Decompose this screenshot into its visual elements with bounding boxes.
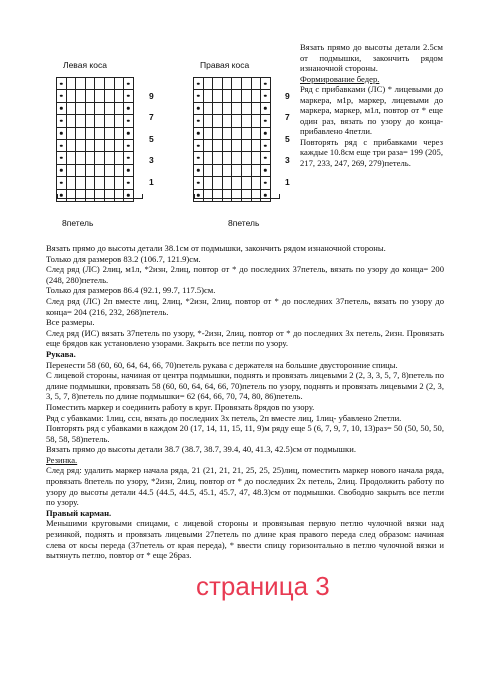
chart-cell <box>222 152 232 164</box>
chart-cell <box>124 139 134 151</box>
chart-row <box>194 177 271 189</box>
chart-cell <box>114 127 124 139</box>
chart-cell <box>213 102 223 114</box>
chart-cell <box>194 139 204 151</box>
row-number: 9 <box>285 91 290 101</box>
chart-cell <box>261 78 271 90</box>
chart-cell <box>251 177 261 189</box>
row-number: 9 <box>149 91 154 101</box>
chart-cell <box>76 152 86 164</box>
left-cable-chart <box>56 77 134 202</box>
chart-row <box>194 102 271 114</box>
chart-cell <box>104 177 114 189</box>
paragraph: Только для размеров 86.4 (92.1, 99.7, 117.5)см. <box>46 285 216 296</box>
chart-cell <box>222 177 232 189</box>
chart-cell <box>76 90 86 102</box>
chart-row <box>194 139 271 151</box>
chart-cell <box>232 90 242 102</box>
chart-cell <box>203 139 213 151</box>
chart-cell <box>85 164 95 176</box>
chart-cell <box>76 78 86 90</box>
chart-cell <box>95 78 105 90</box>
chart-cell <box>76 164 86 176</box>
paragraph: Ряд с убавками: 1лиц, ссн, вязать до последних 3х петель, 2п вместе лиц, 1лиц- убавлено 2петли. <box>46 412 402 423</box>
chart-cell <box>213 152 223 164</box>
chart-cell <box>57 164 67 176</box>
chart-cell <box>104 152 114 164</box>
chart-cell <box>232 164 242 176</box>
paragraph: Поместить маркер и соединить работу в круг. Провязать 8рядов по узору. <box>46 401 315 412</box>
chart-cell <box>104 115 114 127</box>
chart-row <box>57 78 134 90</box>
paragraph: След ряд (ЛС) 2лиц, м1л, *2изн, 2лиц, повтор от * до последних 37петель, вязать по узору до конца= 200 (248, 280)петель. <box>46 264 444 285</box>
chart-cell <box>261 90 271 102</box>
chart-row <box>194 115 271 127</box>
left-chart-title: Левая коса <box>63 60 107 70</box>
chart-cell <box>114 115 124 127</box>
chart-cell <box>104 139 114 151</box>
chart-cell <box>194 164 204 176</box>
chart-cell <box>114 102 124 114</box>
chart-cell <box>203 78 213 90</box>
chart-cell <box>251 152 261 164</box>
chart-cell <box>232 115 242 127</box>
chart-cell <box>57 102 67 114</box>
paragraph: След ряд (ЛС) 2п вместе лиц, 2лиц, *2изн, 2лиц, повтор от * до последних 37петель, вязать по узору до конца= 204 (216, 232, 268)петель. <box>46 295 444 317</box>
paragraph: Вязать прямо до высоты детали 2.5см от подмышки, закончить рядом изнаночной стороны. <box>300 42 443 73</box>
chart-cell <box>124 127 134 139</box>
chart-row <box>57 164 134 176</box>
chart-cell <box>241 139 251 151</box>
chart-cell <box>95 127 105 139</box>
chart-cell <box>251 102 261 114</box>
chart-cell <box>66 164 76 176</box>
chart-cell <box>124 78 134 90</box>
paragraph: Меньшими круговыми спицами, с лицевой стороны и провязывая первую петлю чулочной вязки над резинкой, поднять и провязать лицевыми 27петель по длине края правого переда след образом: начиная слева от косы переда (37петель от края переда), * ввести спицу горизонтально в петлю чулочной вязки и вытянуть петлю, повтор от * еще 26раз. <box>46 518 444 561</box>
chart-cell <box>241 164 251 176</box>
chart-row <box>57 115 134 127</box>
row-number: 3 <box>149 155 154 165</box>
chart-cell <box>85 177 95 189</box>
chart-cell <box>124 164 134 176</box>
chart-cell <box>124 177 134 189</box>
chart-row <box>194 164 271 176</box>
chart-cell <box>76 127 86 139</box>
chart-cell <box>124 90 134 102</box>
chart-cell <box>194 78 204 90</box>
paragraph: След ряд: удалить маркер начала ряда, 21 (21, 21, 21, 25, 25, 25)лиц, поместить маркер нового начала ряда, провязать 8петель по узору, *2изн, 2лиц, повтор от * до последних 2х петель, 2лиц. Продолжить работу по узору до высоты детали 44.5 (44.5, 44.5, 45.1, 45.7, 47, 48.3)см от подмышки. Свободно закрыть все петли по узору. <box>46 465 444 508</box>
chart-cell <box>95 90 105 102</box>
chart-cell <box>241 152 251 164</box>
chart-cell <box>76 102 86 114</box>
chart-cell <box>232 139 242 151</box>
chart-cell <box>222 78 232 90</box>
chart-cell <box>261 127 271 139</box>
chart-cell <box>124 115 134 127</box>
chart-cell <box>232 127 242 139</box>
chart-cell <box>57 78 67 90</box>
chart-cell <box>104 164 114 176</box>
chart-cell <box>85 139 95 151</box>
chart-cell <box>241 78 251 90</box>
chart-cell <box>66 90 76 102</box>
row-number: 5 <box>285 134 290 144</box>
chart-row <box>57 177 134 189</box>
right-chart-stitch-bracket <box>194 194 280 199</box>
chart-cell <box>66 152 76 164</box>
chart-cell <box>104 127 114 139</box>
chart-cell <box>114 139 124 151</box>
chart-cell <box>57 177 67 189</box>
chart-cell <box>241 115 251 127</box>
chart-cell <box>213 139 223 151</box>
paragraph: С лицевой стороны, начиная от центра подмышки, поднять и провязать лицевыми 2 (2, 3, 3, 5, 7, 8)петель по длине подмышки, провязать 58 (60, 60, 64, 64, 66, 70)петель по узору, поднять и провязать лицевыми 2 (2, 3, 3, 5, 7, 8)петель по длине подмышки= 62 (64, 66, 70, 74, 80, 86)петель. <box>46 370 444 402</box>
right-column-text <box>300 42 443 168</box>
row-number: 5 <box>149 134 154 144</box>
paragraph: Повторять ряд с убавками в каждом 20 (17, 14, 11, 15, 11, 9)м ряду еще 5 (6, 7, 9, 7, 10, 13)раз= 50 (50, 50, 50, 58, 58, 58)петель. <box>46 423 444 444</box>
chart-cell <box>85 90 95 102</box>
chart-cell <box>114 177 124 189</box>
chart-cell <box>222 164 232 176</box>
chart-cell <box>241 177 251 189</box>
chart-cell <box>261 164 271 176</box>
chart-cell <box>57 127 67 139</box>
row-number: 1 <box>285 177 290 187</box>
chart-cell <box>76 177 86 189</box>
chart-cell <box>95 102 105 114</box>
chart-cell <box>95 115 105 127</box>
paragraph: Повторять ряд с прибавками через каждые 10.8см еще три раза= 199 (205, 217, 233, 247, 269, 279)петель. <box>300 136 443 168</box>
chart-cell <box>57 115 67 127</box>
chart-cell <box>251 78 261 90</box>
chart-cell <box>222 115 232 127</box>
chart-cell <box>203 102 213 114</box>
paragraph: След ряд (ИС) вязать 37петель по узору, *-2изн, 2лиц, повтор от * до последних 3х петель, 2изн. Провязать еще 6рядов как установлено узорами. Закрыть все петли по узору. <box>46 327 444 349</box>
chart-cell <box>194 102 204 114</box>
chart-cell <box>203 115 213 127</box>
section-heading: Формирование бедер. <box>300 73 380 84</box>
chart-row <box>57 139 134 151</box>
chart-cell <box>66 115 76 127</box>
row-number: 1 <box>149 177 154 187</box>
chart-cell <box>114 78 124 90</box>
paragraph: Только для размеров 83.2 (106.7, 121.9)см. <box>46 253 201 264</box>
row-number: 3 <box>285 155 290 165</box>
chart-row <box>57 127 134 139</box>
chart-cell <box>76 139 86 151</box>
chart-cell <box>203 127 213 139</box>
chart-cell <box>222 102 232 114</box>
chart-cell <box>104 102 114 114</box>
right-chart-stitch-count: 8петель <box>228 218 260 228</box>
paragraph: Перенести 58 (60, 60, 64, 64, 66, 70)петель рукава с держателя на большие двусторонние спицы. <box>46 359 398 370</box>
chart-cell <box>85 115 95 127</box>
chart-cell <box>194 115 204 127</box>
chart-row <box>57 102 134 114</box>
chart-cell <box>213 177 223 189</box>
chart-cell <box>114 152 124 164</box>
section-heading: Рукава. <box>46 348 76 359</box>
chart-cell <box>76 115 86 127</box>
chart-cell <box>95 164 105 176</box>
chart-cell <box>213 115 223 127</box>
chart-cell <box>114 90 124 102</box>
chart-cell <box>85 102 95 114</box>
chart-cell <box>57 152 67 164</box>
chart-row <box>194 90 271 102</box>
chart-cell <box>232 78 242 90</box>
chart-cell <box>261 139 271 151</box>
chart-cell <box>85 152 95 164</box>
chart-row <box>194 78 271 90</box>
chart-cell <box>261 115 271 127</box>
chart-cell <box>232 177 242 189</box>
chart-cell <box>241 102 251 114</box>
chart-cell <box>194 90 204 102</box>
right-chart-title: Правая коса <box>200 60 250 70</box>
chart-cell <box>66 139 76 151</box>
paragraph: Ряд с прибавками (ЛС) * лицевыми до маркера, м1р, маркер, лицевыми до маркера, маркер, м1л, повтор от * еще один раз, вязать по узору до конца- прибавлено 4петли. <box>300 84 443 136</box>
chart-cell <box>85 78 95 90</box>
chart-cell <box>203 164 213 176</box>
chart-cell <box>213 78 223 90</box>
chart-cell <box>203 90 213 102</box>
chart-cell <box>222 90 232 102</box>
chart-cell <box>124 152 134 164</box>
chart-cell <box>232 152 242 164</box>
chart-cell <box>222 127 232 139</box>
chart-cell <box>66 127 76 139</box>
chart-cell <box>95 177 105 189</box>
chart-cell <box>251 127 261 139</box>
chart-cell <box>203 177 213 189</box>
chart-cell <box>95 152 105 164</box>
chart-cell <box>194 152 204 164</box>
right-cable-chart <box>193 77 271 202</box>
left-chart-stitch-bracket <box>57 194 143 199</box>
chart-cell <box>66 102 76 114</box>
chart-row <box>194 152 271 164</box>
chart-cell <box>251 90 261 102</box>
chart-cell <box>114 164 124 176</box>
chart-row <box>57 152 134 164</box>
chart-cell <box>57 90 67 102</box>
row-number: 7 <box>285 112 290 122</box>
row-number: 7 <box>149 112 154 122</box>
chart-cell <box>241 127 251 139</box>
paragraph: Все размеры. <box>46 317 95 328</box>
section-heading: Правый карман. <box>46 507 112 518</box>
chart-cell <box>66 78 76 90</box>
chart-cell <box>213 90 223 102</box>
chart-cell <box>194 127 204 139</box>
section-heading: Резинка. <box>46 454 78 465</box>
chart-cell <box>222 139 232 151</box>
chart-cell <box>104 90 114 102</box>
chart-cell <box>124 102 134 114</box>
chart-cell <box>261 177 271 189</box>
chart-cell <box>251 139 261 151</box>
paragraph: Вязать прямо до высоты детали 38.1см от подмышки, закончить рядом изнаночной стороны. <box>46 243 386 253</box>
chart-cell <box>232 102 242 114</box>
chart-cell <box>104 78 114 90</box>
page-number-mark: страница 3 <box>196 571 330 601</box>
chart-cell <box>213 127 223 139</box>
left-chart-stitch-count: 8петель <box>62 218 94 228</box>
chart-cell <box>203 152 213 164</box>
chart-cell <box>85 127 95 139</box>
chart-cell <box>261 102 271 114</box>
chart-cell <box>57 139 67 151</box>
chart-cell <box>95 139 105 151</box>
chart-cell <box>213 164 223 176</box>
chart-cell <box>261 152 271 164</box>
chart-cell <box>194 177 204 189</box>
chart-row <box>194 127 271 139</box>
chart-cell <box>66 177 76 189</box>
paragraph: Вязать прямо до высоты детали 38.7 (38.7, 38.7, 39.4, 40, 41.3, 42.5)см от подмышки. <box>46 444 356 455</box>
chart-cell <box>241 90 251 102</box>
pattern-body-text <box>46 243 444 561</box>
chart-cell <box>251 164 261 176</box>
chart-cell <box>251 115 261 127</box>
chart-row <box>57 90 134 102</box>
